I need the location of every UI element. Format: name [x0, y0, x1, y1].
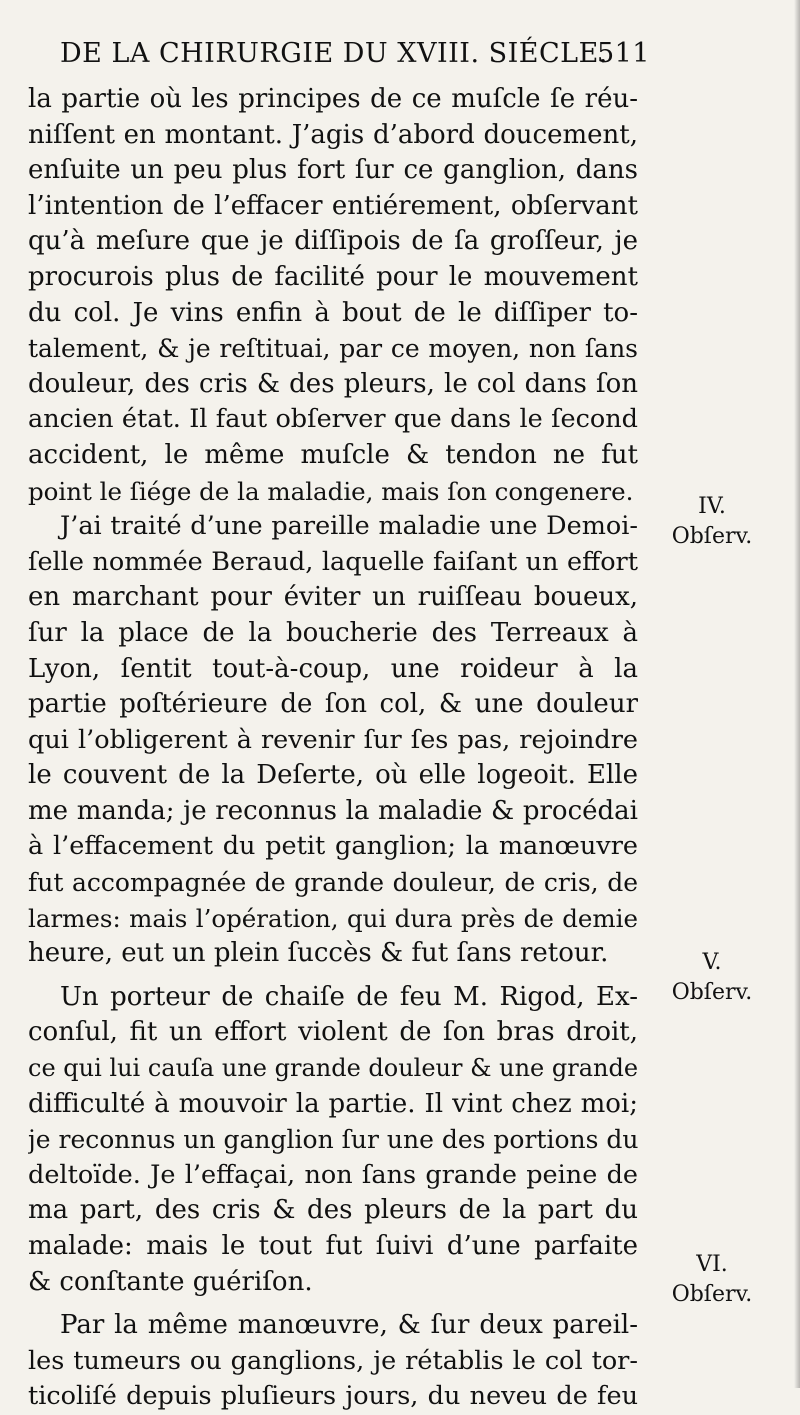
text-line: du col. Je vins enfin à bout de le diſſiper to- — [28, 297, 638, 328]
text-line: partie poſtérieure de ſon col, & une douleur — [28, 689, 638, 720]
text-line: ſelle nommée Beraud, laquelle faiſant un effort — [28, 546, 638, 577]
text-line: Par la même manœuvre, & ſur deux pareil- — [60, 1310, 638, 1341]
text-line: J’ai traité d’une pareille maladie une Demoi- — [60, 511, 638, 542]
margin-note-label: Obſerv. — [671, 524, 753, 549]
text-line: à l’effacement du petit ganglion; la manœuvre — [28, 831, 638, 862]
text-line: ticoliſé depuis pluſieurs jours, du neveu de feu — [28, 1381, 638, 1412]
text-line: enſuite un peu plus fort ſur ce ganglion, dans — [28, 155, 638, 186]
body-text — [28, 82, 638, 1415]
text-line: douleur, des cris & des pleurs, le col dans ſon — [28, 368, 638, 399]
text-line: le couvent de la Deſerte, où elle logeoit. Elle — [28, 760, 638, 791]
paragraph — [28, 509, 638, 972]
page-edge-shadow — [794, 0, 800, 1388]
paragraph — [28, 1308, 638, 1415]
text-line: Lyon, ſentit tout-à-coup, une roideur à la — [28, 653, 638, 684]
text-line: conſul, fit un effort violent de ſon bras droit, — [28, 1017, 638, 1048]
text-line: accident, le même muſcle & tendon ne fut — [28, 439, 638, 470]
text-line: Un porteur de chaiſe de feu M. Rigod, Ex- — [60, 981, 638, 1012]
text-line: la partie où les principes de ce muſcle ſe réu- — [28, 84, 638, 114]
margin-note-label: Obſerv. — [671, 980, 753, 1005]
running-head-title: DE LA CHIRURGIE DU XVIII. SIÉCLE. — [60, 38, 608, 69]
text-line: talement, & je reſtituai, par ce moyen, non ſans — [28, 334, 638, 364]
margin-note-label: Obſerv. — [671, 1282, 753, 1307]
margin-note-observation-iv — [652, 492, 772, 552]
text-line: en marchant pour éviter un ruiſſeau boueux, — [28, 582, 638, 613]
text-line: qui l’obligerent à revenir ſur ſes pas, rejoindre — [28, 724, 638, 755]
text-line: qu’à meſure que je diſſipois de ſa groſſeur, je — [28, 226, 638, 257]
text-line: ce qui lui cauſa une grande douleur & une grande — [28, 1054, 638, 1083]
text-line: malade: mais le tout fut ſuivi d’une parfaite — [28, 1231, 638, 1261]
text-line: heure, eut un plein ſuccès & fut ſans retour. — [28, 938, 609, 969]
text-line: me manda; je reconnus la maladie & procédai — [28, 795, 638, 826]
margin-note-number: V. — [702, 950, 722, 975]
paragraph — [28, 82, 638, 509]
text-line: & conſtante guériſon. — [28, 1266, 313, 1297]
margin-note-observation-vi — [652, 1250, 772, 1310]
text-line: niſſent en montant. J’agis d’abord doucement, — [28, 119, 638, 150]
text-line: l’intention de l’effacer entiérement, obſervant — [28, 190, 638, 221]
text-line: procurois plus de facilité pour le mouvement — [28, 261, 638, 292]
running-head — [60, 38, 650, 78]
text-line: ma part, des cris & des pleurs de la part du — [28, 1195, 638, 1226]
text-line: fut accompagnée de grande douleur, de cris, de — [28, 868, 638, 898]
page-number: 511 — [596, 38, 650, 69]
text-line: larmes: mais l’opération, qui dura près de demie — [28, 903, 638, 933]
text-line: deltoïde. Je l’effaçai, non ſans grande peine de — [28, 1159, 638, 1190]
paragraph — [28, 980, 638, 1300]
text-line: ſur la place de la boucherie des Terreaux à — [28, 617, 638, 648]
text-line: ancien état. Il faut obſerver que dans le ſecond — [28, 404, 638, 435]
margin-note-number: IV. — [698, 494, 726, 519]
text-line: les tumeurs ou ganglions, je rétablis le col tor- — [28, 1345, 638, 1376]
text-line: difficulté à mouvoir la partie. Il vint chez moi; — [28, 1088, 638, 1119]
text-line: je reconnus un ganglion ſur une des portions du — [28, 1125, 638, 1155]
margin-note-number: VI. — [696, 1252, 728, 1277]
text-line: point le ſiége de la maladie, mais ſon congenere. — [28, 476, 634, 506]
margin-note-observation-v — [652, 948, 772, 1008]
